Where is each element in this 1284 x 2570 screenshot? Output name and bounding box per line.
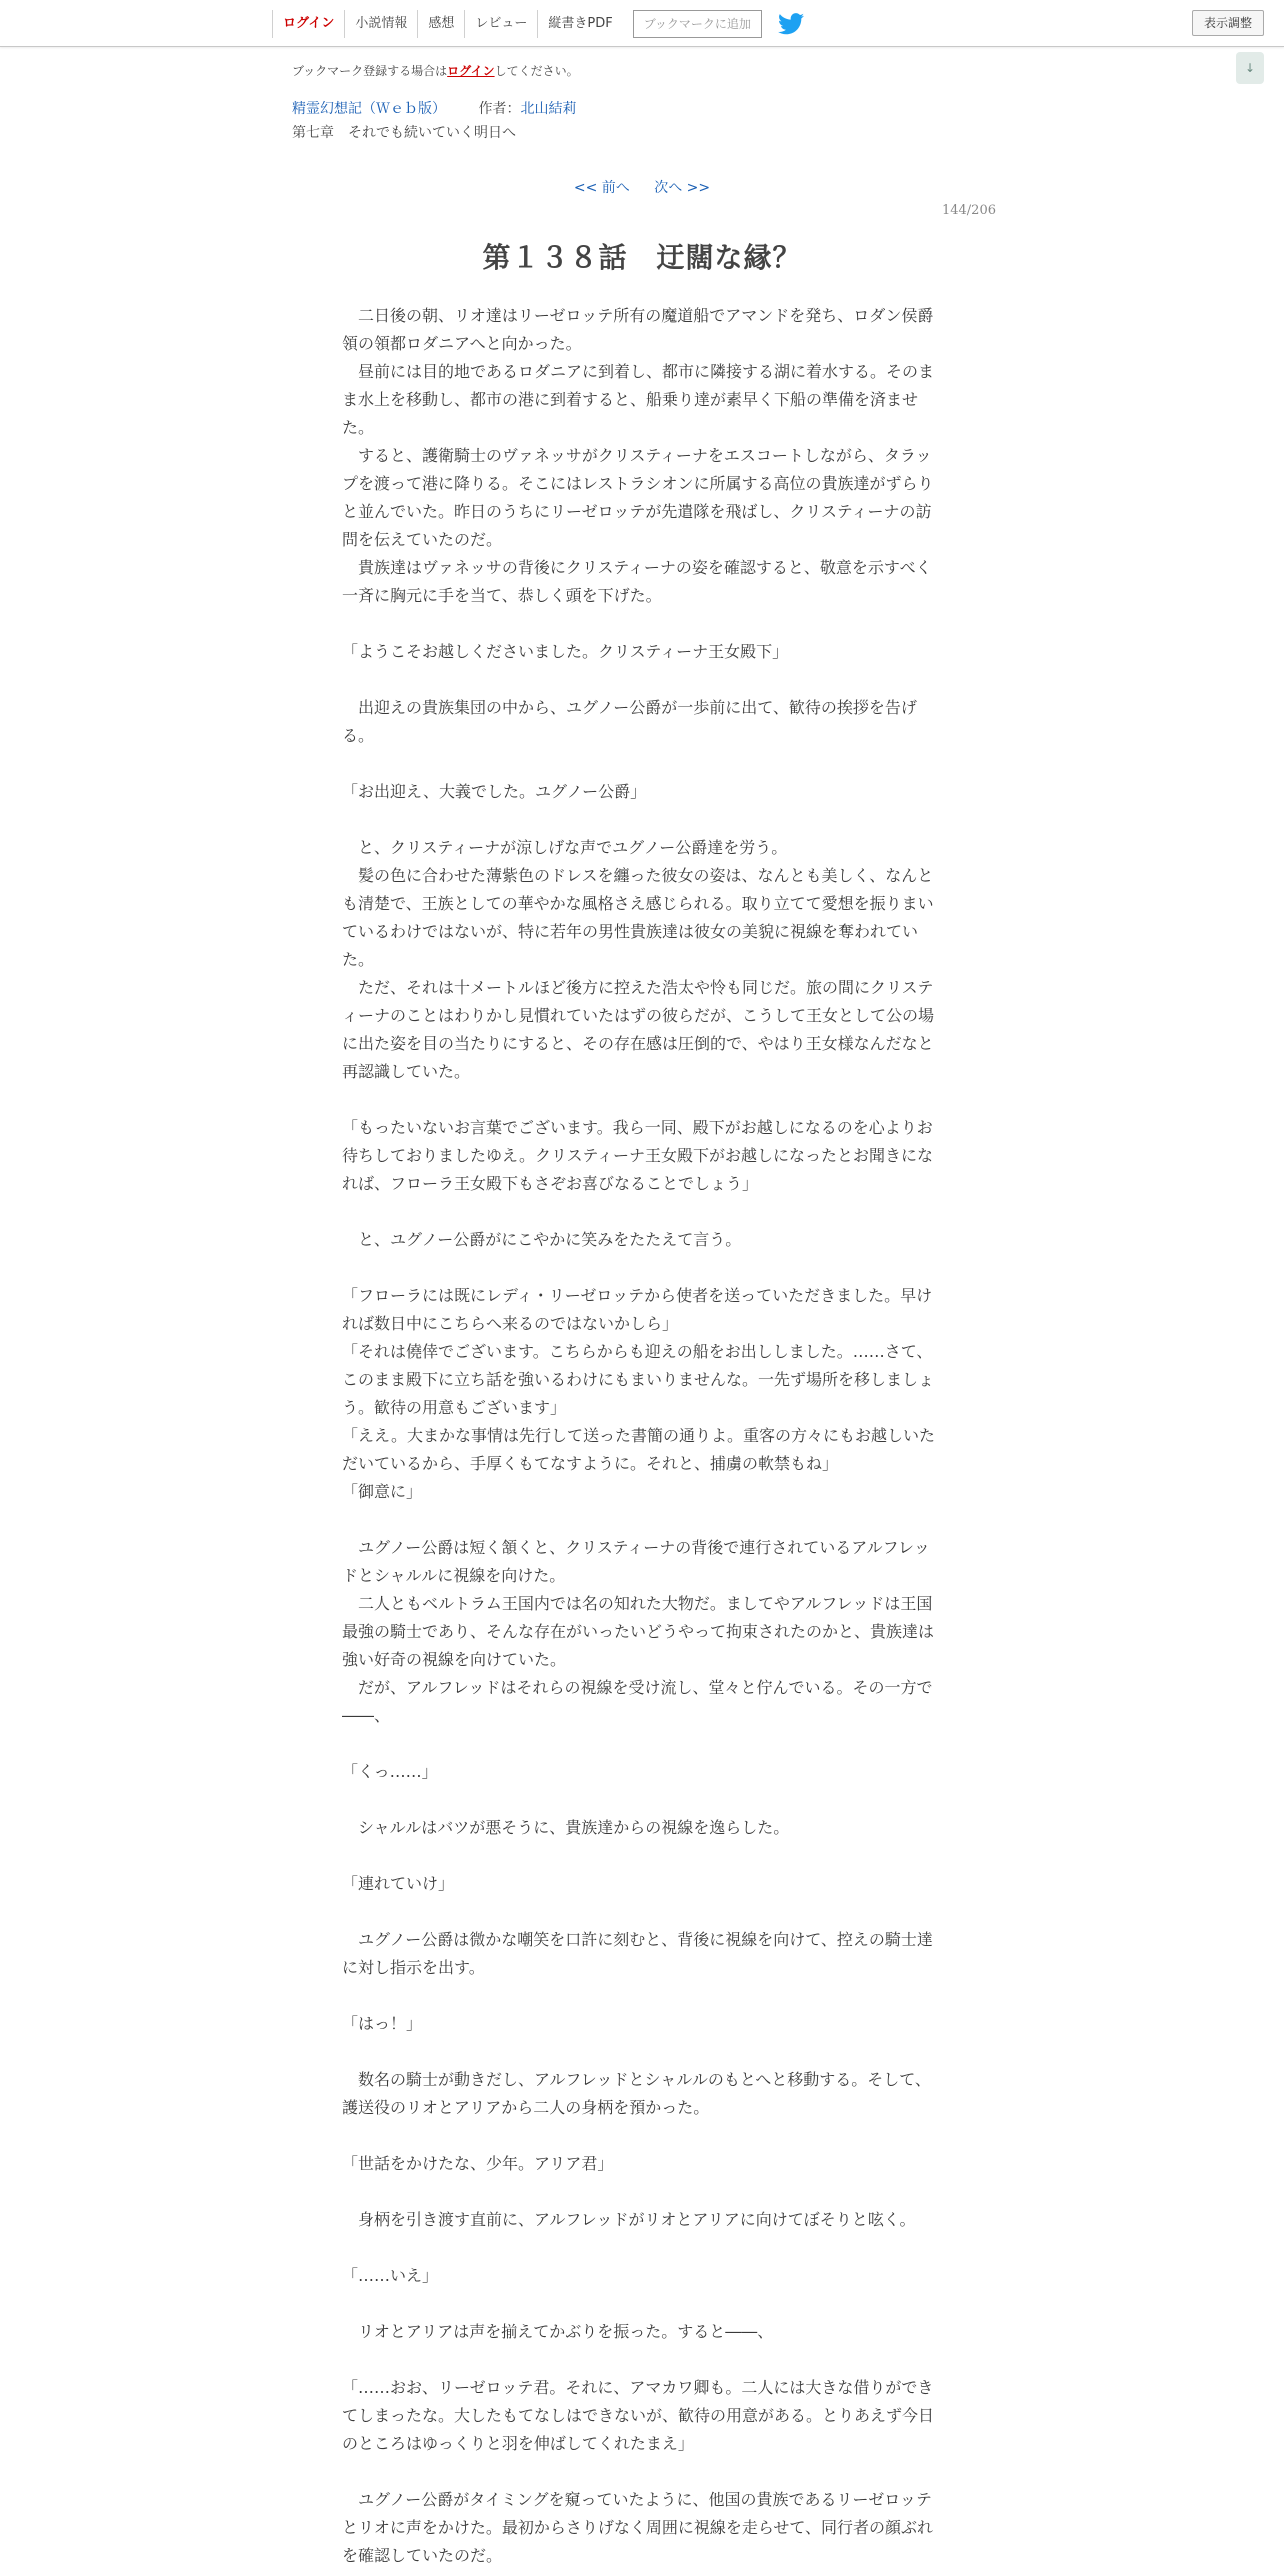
body-paragraph: 「それは僥倖でございます。こちらからも迎えの船をお出ししました。……さて、このまま殿下に立ち話を強いるわけにもまいりませんな。一先ず場所を移しましょう。歓待の用意もございます」 (342, 1342, 935, 1417)
body-paragraph: リオとアリアは声を揃えてかぶりを振った。すると――、 (342, 2322, 774, 2341)
body-paragraph (342, 2234, 938, 2262)
body-paragraph (342, 1730, 938, 1758)
body-paragraph (342, 2122, 938, 2150)
author-link[interactable]: 北山結莉 (520, 101, 577, 117)
body-paragraph (342, 1898, 938, 1926)
body-paragraph: 昼前には目的地であるロダニアに到着し、都市に隣接する湖に着水する。そのまま水上を移動し、都市の港に到着すると、船乗り達が素早く下船の準備を済ませた。 (342, 362, 935, 437)
body-paragraph: 「世話をかけたな、少年。アリア君」 (342, 2154, 614, 2173)
bookmark-login-note (292, 62, 579, 79)
body-paragraph: 「御意に」 (342, 1482, 423, 1501)
nav-menu (272, 10, 804, 38)
body-paragraph (342, 806, 938, 834)
body-paragraph: すると、護衛騎士のヴァネッサがクリスティーナをエスコートしながら、タラップを渡って港に降りる。そこにはレストラシオンに所属する高位の貴族達がずらりと並んでいた。昨日のうちにリーゼロッテが先遣隊を飛ばし、クリスティーナの訪問を伝えていたのだ。 (342, 446, 934, 549)
bookmark-note-before: ブックマーク登録する場合は (292, 64, 448, 78)
body-paragraph: 「ようこそお越しくださいました。クリスティーナ王女殿下」 (342, 642, 789, 661)
body-paragraph (342, 2346, 938, 2374)
next-episode-link[interactable]: 次へ >> (654, 180, 711, 196)
body-paragraph (342, 666, 938, 694)
body-paragraph (342, 1254, 938, 1282)
body-paragraph: 「連れていけ」 (342, 1874, 455, 1893)
body-paragraph: ユグノー公爵は短く頷くと、クリスティーナの背後で連行されているアルフレッドとシャルルに視線を向けた。 (342, 1538, 930, 1585)
nav-impression[interactable]: 感想 (417, 10, 464, 38)
body-paragraph: 身柄を引き渡す直前に、アルフレッドがリオとアリアに向けてぼそりと呟く。 (342, 2210, 916, 2229)
body-paragraph (342, 1198, 938, 1226)
episode-number: 144/206 (941, 203, 996, 218)
bookmark-add-button[interactable]: ブックマークに追加 (633, 10, 762, 38)
scroll-down-icon[interactable]: ↓ (1236, 52, 1264, 84)
body-paragraph (342, 1086, 938, 1114)
bookmark-note-after: してください。 (494, 64, 579, 78)
novel-body (342, 302, 938, 2570)
bookmark-login-link[interactable]: ログイン (447, 64, 495, 78)
chapter-title: 第七章 それでも続いていく明日へ (292, 125, 516, 141)
author-label: 作者： (478, 101, 521, 117)
novel-title-link[interactable]: 精霊幻想記（Ｗｅｂ版） (292, 101, 446, 117)
body-paragraph: と、ユグノー公爵がにこやかに笑みをたたえて言う。 (342, 1230, 742, 1249)
body-paragraph (342, 2178, 938, 2206)
novel-info-line (292, 98, 576, 118)
body-paragraph (342, 1506, 938, 1534)
body-paragraph: 数名の騎士が動きだし、アルフレッドとシャルルのもとへと移動する。そして、護送役のリオとアリアから二人の身柄を預かった。 (342, 2070, 931, 2117)
body-paragraph: だが、アルフレッドはそれらの視線を受け流し、堂々と佇んでいる。その一方で――、 (342, 1678, 933, 1725)
twitter-bird-icon[interactable] (778, 13, 804, 35)
body-paragraph: 「……いえ」 (342, 2266, 439, 2285)
top-nav-bar (0, 0, 1284, 47)
body-paragraph (342, 1786, 938, 1814)
body-paragraph: シャルルはバツが悪そうに、貴族達からの視線を逸らした。 (342, 1818, 790, 1837)
body-paragraph: 二人ともベルトラム王国内では名の知れた大物だ。ましてやアルフレッドは王国最強の騎士であり、そんな存在がいったいどうやって拘束されたのかと、貴族達は強い好奇の視線を向けていた。 (342, 1594, 935, 1669)
nav-login[interactable]: ログイン (272, 10, 344, 38)
body-paragraph (342, 610, 938, 638)
body-paragraph: 「お出迎え、大義でした。ユグノー公爵」 (342, 782, 647, 801)
nav-review[interactable]: レビュー (464, 10, 537, 38)
body-paragraph: 「もったいないお言葉でございます。我ら一同、殿下がお越しになるのを心よりお待ちしておりましたゆえ。クリスティーナ王女殿下がお越しになったとお聞きになれば、フローラ王女殿下もさぞお喜びなることでしょう」 (342, 1118, 934, 1193)
episode-pager (0, 177, 1284, 197)
body-paragraph: 「……おお、リーゼロッテ君。それに、アマカワ卿も。二人には大きな借りができてしまったな。大したもてなしはできないが、歓待の用意がある。とりあえず今日のところはゆっくりと羽を伸ばしてくれたまえ」 (342, 2378, 935, 2453)
body-paragraph: 髪の色に合わせた薄紫色のドレスを纏った彼女の姿は、なんとも美しく、なんとも清楚で、王族としての華やかな風格さえ感じられる。取り立てて愛想を振りまいているわけではないが、特に若年の男性貴族達は彼女の美貌に視線を奪われていた。 (342, 866, 934, 969)
body-paragraph (342, 750, 938, 778)
body-paragraph: と、クリスティーナが涼しげな声でユグノー公爵達を労う。 (342, 838, 788, 857)
body-paragraph: 「はっ！」 (342, 2014, 423, 2033)
nav-novel-info[interactable]: 小説情報 (344, 10, 417, 38)
display-settings-button[interactable]: 表示調整 (1192, 10, 1264, 36)
episode-title: 第１３８話 迂闊な縁？ (482, 241, 802, 274)
body-paragraph: 出迎えの貴族集団の中から、ユグノー公爵が一歩前に出て、歓待の挨拶を告げる。 (342, 698, 917, 745)
body-paragraph: ユグノー公爵がタイミングを窺っていたように、他国の貴族であるリーゼロッテとリオに声をかけた。最初からさりげなく周囲に視線を走らせて、同行者の顔ぶれを確認していたのだ。 (342, 2490, 934, 2565)
body-paragraph: 貴族達はヴァネッサの背後にクリスティーナの姿を確認すると、敬意を示すべく一斉に胸元に手を当て、恭しく頭を下げた。 (342, 558, 932, 605)
body-paragraph: ただ、それは十メートルほど後方に控えた浩太や怜も同じだ。旅の間にクリスティーナのことはわりかし見慣れていたはずの彼らだが、こうして王女として公の場に出た姿を目の当たりにすると、その存在感は圧倒的で、やはり王女様なんだなと再認識していた。 (342, 978, 935, 1081)
body-paragraph (342, 2458, 938, 2486)
body-paragraph: ユグノー公爵は微かな嘲笑を口許に刻むと、背後に視線を向けて、控えの騎士達に対し指示を出す。 (342, 1930, 933, 1977)
body-paragraph: 「フローラには既にレディ・リーゼロッテから使者を送っていただきました。早ければ数日中にこちらへ来るのではないかしら」 (342, 1286, 933, 1333)
body-paragraph: 二日後の朝、リオ達はリーゼロッテ所有の魔道船でアマンドを発ち、ロダン侯爵領の領都ロダニアへと向かった。 (342, 306, 934, 353)
body-paragraph: 「ええ。大まかな事情は先行して送った書簡の通りよ。重客の方々にもお越しいただいているから、手厚くもてなすように。それと、捕虜の軟禁もね」 (342, 1426, 935, 1473)
body-paragraph (342, 1982, 938, 2010)
body-paragraph (342, 2290, 938, 2318)
body-paragraph: 「くっ……」 (342, 1762, 438, 1781)
nav-vertical-pdf[interactable]: 縦書きPDF (537, 10, 622, 38)
prev-episode-link[interactable]: << 前へ (573, 180, 630, 196)
body-paragraph (342, 1842, 938, 1870)
body-paragraph (342, 2038, 938, 2066)
